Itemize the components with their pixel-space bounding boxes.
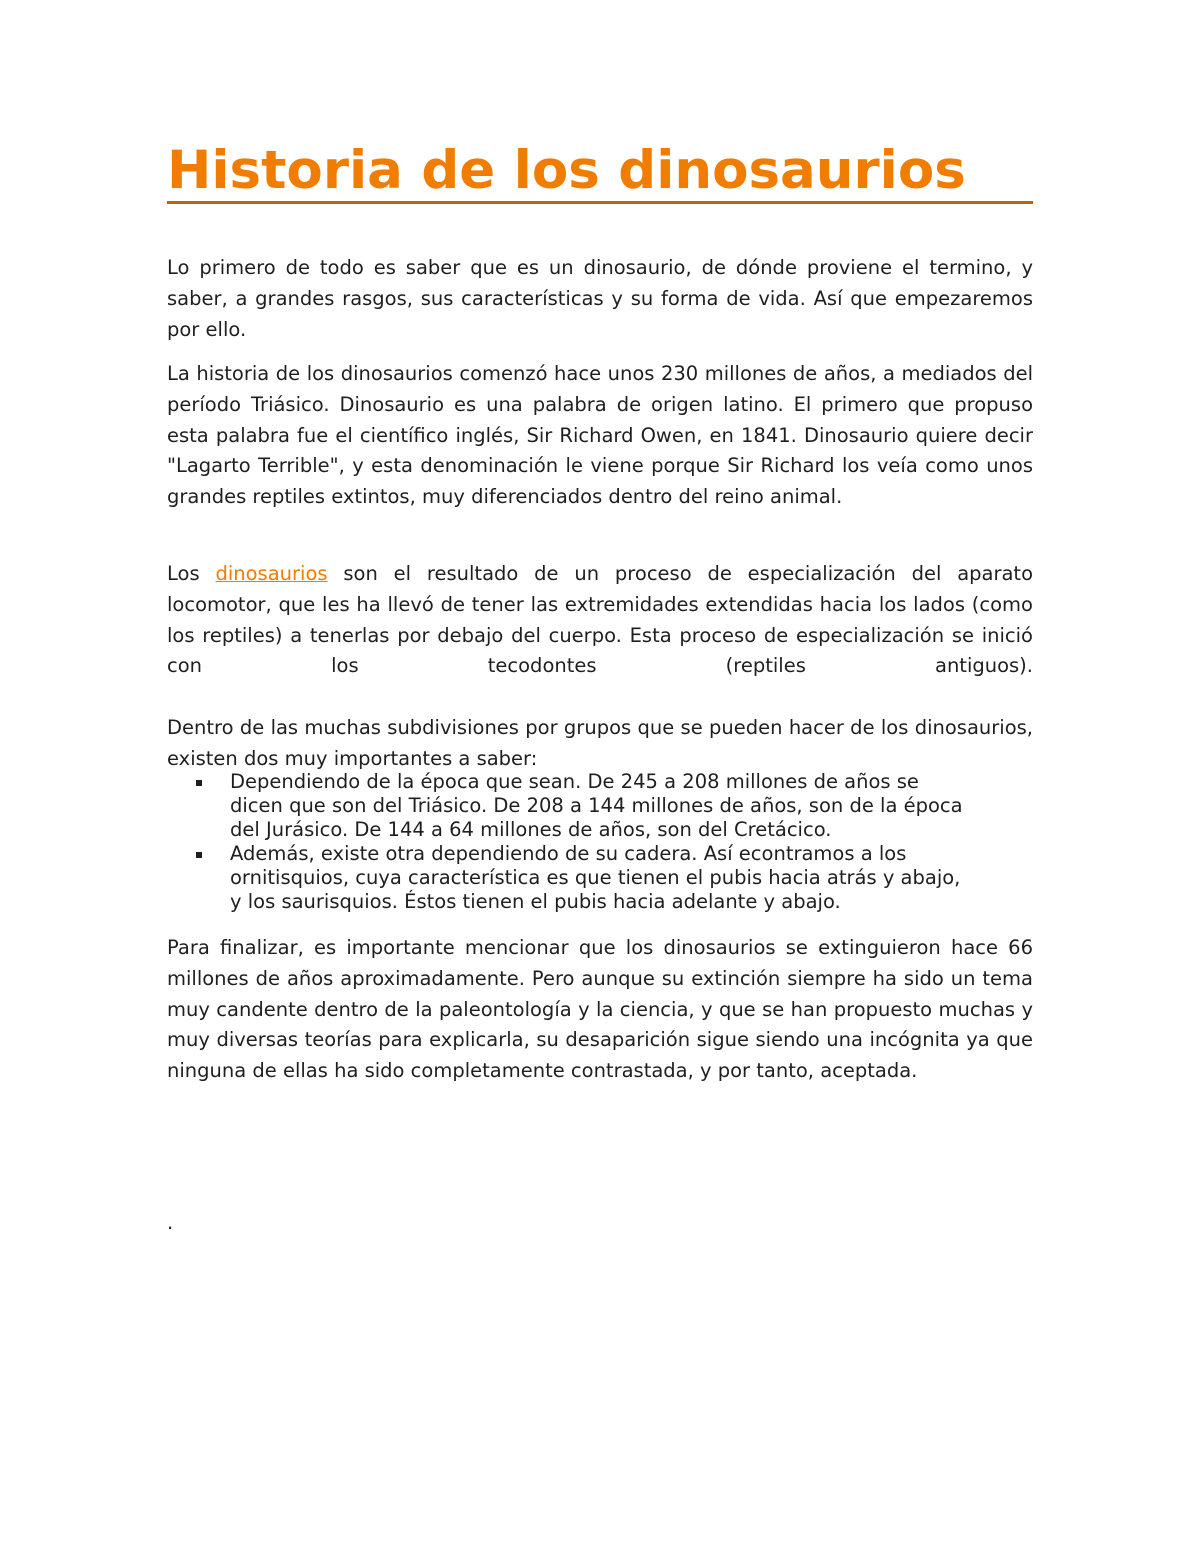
paragraph-specialization xyxy=(167,559,1033,682)
list-item-text: Dependiendo de la época que sean. De 245 a 208 millones de años se dicen que son del Triásico. De 208 a 144 millones de años, son de la época del Jurásico. De 144 a 64 millones de años, son del Cretácico. xyxy=(230,770,963,841)
list-item xyxy=(167,842,967,914)
title-underline-rule xyxy=(167,201,1033,204)
paragraph-introduction: Lo primero de todo es saber que es un dinosaurio, de dónde proviene el termino, y saber, a grandes rasgos, sus características y su forma de vida. Así que empezaremos por ello. xyxy=(167,256,1033,341)
trailing-period: . xyxy=(167,1211,174,1234)
dinosaurios-link[interactable]: dinosaurios xyxy=(215,562,328,585)
paragraph-subdivisions: Dentro de las muchas subdivisiones por grupos que se pueden hacer de los dinosaurios, existen dos muy importantes a saber: xyxy=(167,716,1033,770)
square-bullet-icon xyxy=(196,780,202,786)
paragraph-specialization-body: son el resultado de un proceso de especialización del aparato locomotor, que les ha llevó de tener las extremidades extendidas hacia los lados (como los reptiles) a tenerlas por debajo del cuerpo. Esta proceso de especialización se inició con los tecodontes (reptiles antiguos). xyxy=(167,562,1034,678)
paragraph-conclusion: Para finalizar, es importante mencionar que los dinosaurios se extinguieron hace 66 millones de años aproximadamente. Pero aunque su extinción siempre ha sido un tema muy candente dentro de la paleontología y la ciencia, y que se han propuesto muchas y muy diversas teorías para explicarla, su desaparición sigue siendo una incógnita ya que ninguna de ellas ha sido completamente contrastada, y por tanto, aceptada. xyxy=(167,936,1033,1083)
paragraph-specialization-lead: Los xyxy=(167,562,200,585)
subdivision-list xyxy=(167,770,967,914)
paragraph-history: La historia de los dinosaurios comenzó hace unos 230 millones de años, a mediados del período Triásico. Dinosaurio es una palabra de origen latino. El primero que propuso esta palabra fue el científico inglés, Sir Richard Owen, en 1841. Dinosaurio quiere decir "Lagarto Terrible", y esta denominación le viene porque Sir Richard los veía como unos grandes reptiles extintos, muy diferenciados dentro del reino animal. xyxy=(167,362,1033,509)
list-item-text: Además, existe otra dependiendo de su cadera. Así econtramos a los ornitisquios, cuya característica es que tienen el pubis hacia atrás y abajo, y los saurisquios. Éstos tienen el pubis hacia adelante y abajo. xyxy=(230,842,961,913)
square-bullet-icon xyxy=(196,852,202,858)
list-item xyxy=(167,770,967,842)
document-title: Historia de los dinosaurios xyxy=(167,140,966,201)
